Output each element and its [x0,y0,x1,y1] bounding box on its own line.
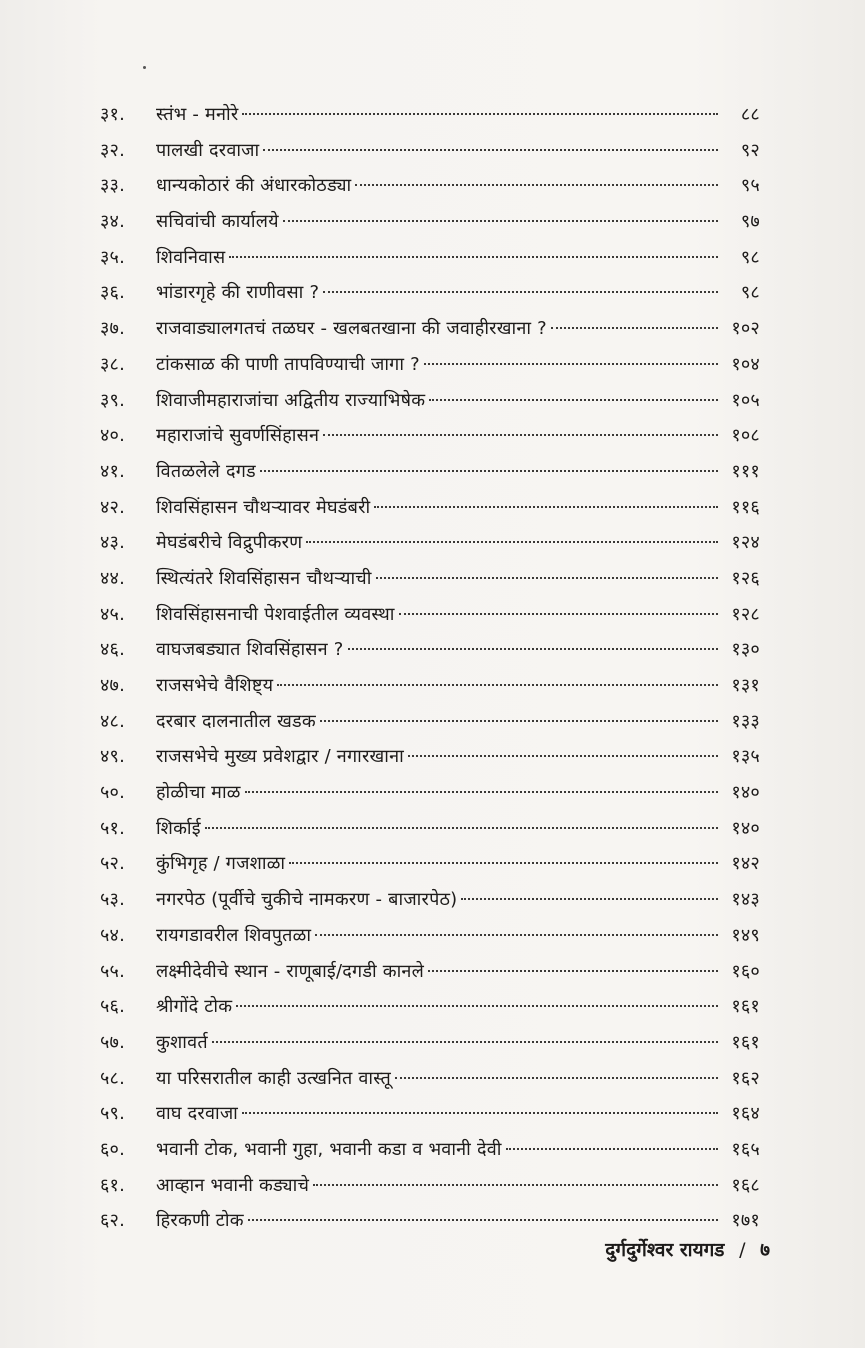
toc-entry-title: शिवनिवास [156,246,226,268]
toc-entry-number: ६१. [100,1174,126,1196]
toc-entry-title: शिर्काई [156,817,201,839]
toc-entry [100,97,760,133]
toc-entry-title: लक्ष्मीदेवीचे स्थान - राणूबाई/दगडी कानले [156,960,425,982]
toc-entry-number: ४३. [100,532,126,554]
toc-entry [100,668,760,704]
toc-entry-number: ५७. [100,1031,126,1053]
toc-entry-title: भवानी टोक, भवानी गुहा, भवानी कडा व भवानी देवी [156,1138,502,1160]
toc-leader-dots [506,1148,718,1150]
toc-entry-number: ५६. [100,996,126,1018]
toc-entry-page: ८८ [740,104,760,125]
toc-leader-dots [283,220,718,222]
toc-leader-dots [313,1184,718,1186]
footer-book-title: दुर्गदुर्गेश्वर रायगड [605,1239,725,1261]
toc-entry-number: ३८. [100,353,126,375]
toc-entry-title: धान्यकोठारं की अंधारकोठड्या [156,175,352,197]
toc-entry [100,1025,760,1061]
toc-entry-number: ५१. [100,817,126,839]
toc-leader-dots [348,648,718,650]
toc-entry-title: मेघडंबरीचे विद्रुपीकरण [156,532,303,554]
toc-leader-dots [376,577,718,579]
toc-entry-page: १०४ [731,353,760,375]
toc-entry-number: ३५. [100,246,126,268]
toc-entry-number: ४५. [100,603,126,625]
toc-entry-title: नगरपेठ (पूर्वीचे चुकीचे नामकरण - बाजारपेठ) [156,889,458,911]
toc-entry-number: ४१. [100,460,126,482]
toc-entry-page: १६४ [731,1103,760,1125]
toc-leader-dots [315,934,718,936]
toc-entry-number: ५८. [100,1067,126,1089]
toc-entry-title: भांडारगृहे की राणीवसा ? [156,282,320,304]
toc-entry [100,383,760,419]
toc-entry-page: १६८ [731,1174,760,1196]
toc-entry-title: शिवसिंहासनाची पेशवाईतील व्यवस्था [156,603,395,625]
toc-leader-dots [277,684,718,686]
toc-entry-number: ४९. [100,746,126,768]
toc-leader-dots [229,256,718,258]
toc-entry-page: १४० [731,782,760,804]
toc-entry-title: वितळलेले दगड [156,460,256,482]
toc-entry [100,1132,760,1168]
toc-leader-dots [306,541,718,543]
toc-entry-title: वाघ दरवाजा [156,1103,239,1125]
toc-entry-title: शिवसिंहासन चौथऱ्यावर मेघडंबरी [156,496,371,518]
toc-entry-page: ११६ [731,496,760,518]
toc-entry-title: हिरकणी टोक [156,1210,244,1232]
toc-entry-title: पालखी दरवाजा [156,139,260,161]
toc-entry [100,882,760,918]
toc-entry-page: १०५ [731,389,760,411]
toc-entry [100,918,760,954]
toc-entry-title: शिवाजीमहाराजांचा अद्वितीय राज्याभिषेक [156,389,426,411]
toc-entry-title: टांकसाळ की पाणी तापविण्याची जागा ? [156,353,420,375]
toc-entry-page: १४३ [731,889,760,911]
toc-entry-page: ९२ [740,139,760,161]
toc-entry-page: १६२ [731,1067,760,1089]
toc-entry-page: १६१ [731,996,760,1018]
ink-dot [143,66,146,69]
toc-entry-title: राजसभेचे वैशिष्ट्य [156,675,274,696]
toc-leader-dots [205,827,718,829]
toc-entry-page: १६० [731,960,760,982]
toc-entry-page: १४२ [731,853,760,875]
toc-entry-page: १११ [731,460,760,482]
toc-entry-page: १०८ [731,425,760,447]
toc-entry-number: ३२. [100,139,126,161]
toc-entry-page: १४९ [731,924,760,946]
toc-entry-title: आव्हान भवानी कड्याचे [156,1174,310,1196]
toc-leader-dots [551,327,718,329]
toc-entry-title: सचिवांची कार्यालये [156,211,279,233]
toc-entry-number: ३१. [100,104,126,125]
footer-separator: / [739,1239,746,1261]
toc-leader-dots [395,1077,718,1079]
toc-entry-page: ९८ [740,282,760,304]
toc-entry-page: ९५ [740,175,760,197]
toc-leader-dots [289,862,718,864]
toc-leader-dots [320,720,718,722]
toc-entry [100,846,760,882]
toc-entry-title: महाराजांचे सुवर्णसिंहासन [156,425,320,447]
toc-leader-dots [263,149,718,151]
toc-entry-number: ४७. [100,675,126,696]
toc-leader-dots [236,1005,718,1007]
toc-entry-title: राजसभेचे मुख्य प्रवेशद्वार / नगारखाना [156,746,404,768]
toc-leader-dots [245,791,718,793]
toc-entry [100,811,760,847]
toc-entry-title: रायगडावरील शिवपुतळा [156,924,312,946]
toc-entry-number: ५२. [100,853,126,875]
toc-leader-dots [408,755,718,757]
toc-entry [100,989,760,1025]
toc-entry-title: होळीचा माळ [156,782,241,804]
toc-entry-title: दरबार दालनातील खडक [156,710,316,732]
toc-leader-dots [399,613,718,615]
toc-entry-page: १३१ [731,675,760,696]
toc-entry-page: ९८ [740,246,760,268]
toc-leader-dots [355,184,718,186]
toc-entry [100,311,760,347]
toc-entry [100,418,760,454]
toc-leader-dots [212,1041,718,1043]
toc-entry-number: ५३. [100,889,126,911]
toc-leader-dots [248,1219,718,1221]
toc-entry [100,347,760,383]
toc-entry [100,632,760,668]
toc-entry-number: ४०. [100,425,126,447]
toc-entry-number: ३९. [100,389,126,411]
toc-entry-number: ३७. [100,318,126,340]
toc-entry-page: १७१ [731,1210,760,1232]
toc-entry-number: ५०. [100,782,126,804]
toc-entry [100,775,760,811]
toc-entry-page: १३० [731,639,760,661]
toc-entry-title: राजवाड्यालगतचं तळघर - खलबतखाना की जवाहीरखाना ? [156,318,547,340]
toc-entry-page: १२८ [731,603,760,625]
toc-entry [100,1061,760,1097]
toc-leader-dots [242,1112,718,1114]
toc-entry-title: कुंभिगृह / गजशाळा [156,853,286,875]
toc-leader-dots [374,506,718,508]
toc-entry-number: ५४. [100,924,126,946]
footer-page-number: ७ [760,1239,770,1261]
toc-entry-page: १०२ [731,318,760,340]
toc-entry-number: ५५. [100,960,126,982]
toc-entry [100,454,760,490]
toc-entry [100,204,760,240]
toc-entry [100,1096,760,1132]
table-of-contents [100,97,760,1239]
toc-leader-dots [429,399,718,401]
toc-entry [100,1203,760,1239]
toc-entry [100,1168,760,1204]
toc-leader-dots [260,470,718,472]
toc-leader-dots [461,898,718,900]
toc-entry-page: १४० [731,817,760,839]
toc-entry [100,954,760,990]
toc-entry-number: ३६. [100,282,126,304]
toc-entry [100,597,760,633]
toc-leader-dots [424,363,718,365]
toc-entry [100,490,760,526]
toc-entry [100,739,760,775]
toc-entry [100,275,760,311]
toc-entry-title: कुशावर्त [156,1031,208,1053]
toc-entry-number: ४८. [100,710,126,732]
toc-leader-dots [323,434,718,436]
toc-entry-page: ९७ [740,211,760,233]
toc-entry-page: १२६ [731,567,760,589]
page-footer [605,1236,770,1262]
toc-entry-page: १३५ [731,746,760,768]
toc-entry-page: १२४ [731,532,760,554]
toc-entry-number: ५९. [100,1103,126,1125]
toc-entry-title: वाघजबड्यात शिवसिंहासन ? [156,639,344,661]
toc-entry-number: ६२. [100,1210,126,1232]
toc-entry [100,561,760,597]
toc-leader-dots [323,291,718,293]
toc-entry-number: ४२. [100,496,126,518]
toc-entry-number: ६०. [100,1138,126,1160]
toc-leader-dots [428,970,718,972]
toc-entry-page: १३३ [731,710,760,732]
toc-entry [100,168,760,204]
toc-entry-title: स्थित्यंतरे शिवसिंहासन चौथऱ्याची [156,567,372,589]
toc-entry-number: ४६. [100,639,126,661]
toc-entry [100,133,760,169]
toc-entry-number: ३४. [100,211,126,233]
toc-entry [100,704,760,740]
toc-entry-number: ४४. [100,567,126,589]
toc-entry [100,525,760,561]
toc-entry-title: श्रीगोंदे टोक [156,996,233,1018]
toc-entry-page: १६५ [731,1138,760,1160]
toc-leader-dots [242,113,718,115]
toc-entry-title: या परिसरातील काही उत्खनित वास्तू [156,1067,391,1089]
toc-entry-page: १६१ [731,1031,760,1053]
toc-entry-number: ३३. [100,175,126,197]
toc-entry-title: स्तंभ - मनोरे [156,104,239,125]
toc-entry [100,240,760,276]
